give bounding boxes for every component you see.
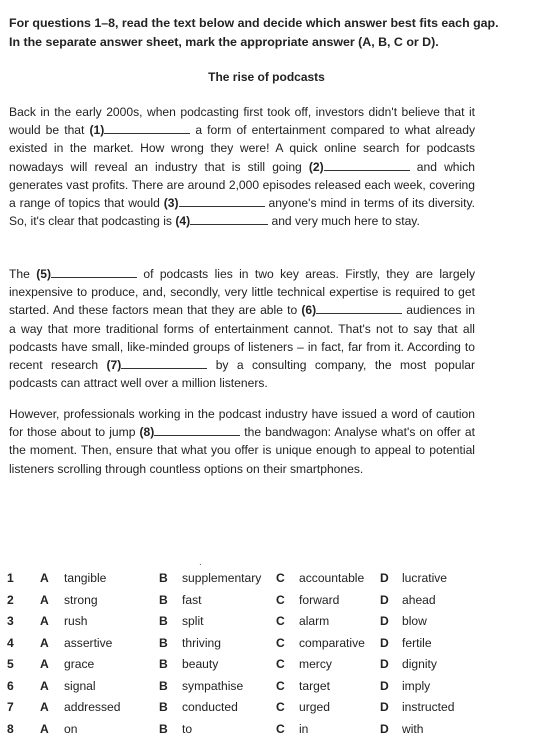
text-segment: The xyxy=(9,267,37,281)
text-segment: audiences in a way that more traditional forms of entertainment cannot. That's not to say that all podcasts have small, like-minded groups of listeners – in fact, far from it. According to recent research xyxy=(9,303,475,373)
letter-d: D xyxy=(380,679,389,693)
text-segment: of podcasts lies in two key areas. Firstly, they are largely inexpensive to produce, and, secondly, very little technical expertise is required to get started. And these factors mean that they are able to xyxy=(9,267,476,318)
letter-d: D xyxy=(380,593,389,607)
option-b: sympathise xyxy=(182,679,244,693)
letter-b: B xyxy=(159,593,168,607)
letter-d: D xyxy=(380,571,389,585)
option-b: split xyxy=(182,614,204,628)
text-segment: anyone's mind in terms of its diversity. So, it's clear that podcasting is xyxy=(9,196,475,229)
option-a: tangible xyxy=(64,571,107,585)
letter-b: B xyxy=(159,636,168,650)
letter-b: B xyxy=(159,571,168,585)
letter-a: A xyxy=(40,679,49,693)
stray-mark: . xyxy=(199,557,202,568)
option-c: alarm xyxy=(299,614,330,628)
gap-number-5: (5) xyxy=(36,267,51,281)
option-row-6 xyxy=(0,677,533,695)
text-segment: by a consulting company, the most popular podcasts can attract well over a million listeners. xyxy=(9,358,476,391)
option-d: lucrative xyxy=(402,571,448,585)
option-a: grace xyxy=(64,657,95,671)
option-b: thriving xyxy=(182,636,221,650)
letter-a: A xyxy=(40,657,49,671)
option-c: in xyxy=(299,722,309,736)
question-number: 4 xyxy=(7,636,14,650)
text-title: The rise of podcasts xyxy=(208,70,325,84)
gap-number-4: (4) xyxy=(175,214,191,229)
option-d: instructed xyxy=(402,700,455,714)
option-row-8 xyxy=(0,720,533,738)
gap-number-2: (2) xyxy=(308,159,324,174)
question-number: 6 xyxy=(7,679,14,693)
gap-number-6: (6) xyxy=(301,303,317,318)
option-a: assertive xyxy=(64,636,113,650)
question-number: 3 xyxy=(7,614,14,628)
option-c: target xyxy=(299,679,330,693)
letter-a: A xyxy=(40,614,49,628)
text-segment: Back in the early 2000s, when podcasting first took off, investors didn't believe that it would be that xyxy=(9,105,475,138)
letter-c: C xyxy=(276,722,285,736)
letter-b: B xyxy=(159,700,168,714)
option-row-7 xyxy=(0,698,533,716)
option-a: on xyxy=(64,722,78,736)
letter-a: A xyxy=(40,636,49,650)
letter-d: D xyxy=(380,657,389,671)
option-row-1 xyxy=(0,569,533,587)
option-d: fertile xyxy=(402,636,432,650)
option-row-5 xyxy=(0,655,533,673)
option-c: forward xyxy=(299,593,340,607)
option-b: fast xyxy=(182,593,202,607)
letter-c: C xyxy=(276,593,285,607)
option-d: imply xyxy=(402,679,431,693)
option-b: to xyxy=(182,722,193,736)
option-d: blow xyxy=(402,614,427,628)
letter-c: C xyxy=(276,679,285,693)
option-a: strong xyxy=(64,593,98,607)
question-number: 2 xyxy=(7,593,14,607)
option-c: accountable xyxy=(299,571,365,585)
gap-number-7: (7) xyxy=(106,358,122,373)
text-segment: and which generates vast profits. There are around 2,000 episodes released each week, covering a range of topics that would xyxy=(9,159,475,211)
option-b: supplementary xyxy=(182,571,262,585)
option-c: comparative xyxy=(299,636,365,650)
gap-number-3: (3) xyxy=(163,196,179,211)
letter-c: C xyxy=(276,700,285,714)
letter-b: B xyxy=(159,657,168,671)
letter-a: A xyxy=(40,593,49,607)
option-row-4 xyxy=(0,634,533,652)
letter-c: C xyxy=(276,657,285,671)
letter-c: C xyxy=(276,636,285,650)
question-number: 1 xyxy=(7,571,14,585)
option-d: with xyxy=(402,722,424,736)
gap-line-2 xyxy=(324,159,410,171)
gap-line-8 xyxy=(154,424,240,436)
paragraph-3 xyxy=(9,405,475,478)
text-segment: However, professionals working in the podcast industry have issued a word of caution for those about to jump xyxy=(9,407,475,440)
letter-b: B xyxy=(159,614,168,628)
gap-line-4 xyxy=(190,213,268,225)
letter-b: B xyxy=(159,679,168,693)
question-number: 7 xyxy=(7,700,14,714)
option-a: rush xyxy=(64,614,88,628)
letter-d: D xyxy=(380,722,389,736)
letter-d: D xyxy=(380,614,389,628)
gap-line-6 xyxy=(316,302,402,314)
gap-number-1: (1) xyxy=(89,123,105,138)
option-b: beauty xyxy=(182,657,219,671)
letter-a: A xyxy=(40,571,49,585)
letter-c: C xyxy=(276,614,285,628)
letter-a: A xyxy=(40,722,49,736)
text-segment: the bandwagon: Analyse what's on offer at the moment. Then, ensure that what you offer is unique enough to appeal to potential listeners scrolling through countless options on their smartphones. xyxy=(9,425,475,476)
option-a: addressed xyxy=(64,700,121,714)
gap-line-7 xyxy=(121,357,207,369)
gap-number-8: (8) xyxy=(139,425,155,440)
letter-c: C xyxy=(276,571,285,585)
option-d: ahead xyxy=(402,593,436,607)
option-row-2 xyxy=(0,591,533,609)
gap-line-1 xyxy=(104,122,190,134)
instructions: For questions 1–8, read the text below and decide which answer best fits each gap. In the separate answer sheet, mark the appropriate answer (A, B, C or D). xyxy=(9,16,499,49)
option-c: urged xyxy=(299,700,330,714)
letter-b: B xyxy=(159,722,168,736)
letter-a: A xyxy=(40,700,49,714)
letter-d: D xyxy=(380,700,389,714)
gap-line-5 xyxy=(51,266,137,278)
question-number: 5 xyxy=(7,657,14,671)
paragraph-1 xyxy=(9,103,475,230)
option-a: signal xyxy=(64,679,96,693)
option-d: dignity xyxy=(402,657,437,671)
option-c: mercy xyxy=(299,657,332,671)
question-number: 8 xyxy=(7,722,14,736)
option-row-3 xyxy=(0,612,533,630)
paragraph-2 xyxy=(9,265,475,392)
option-b: conducted xyxy=(182,700,238,714)
text-segment: a form of entertainment compared to what already existed in the market. How wrong they were! A quick online search for podcasts nowadays will reveal an industry that is still going xyxy=(9,123,475,174)
text-segment: and very much here to stay. xyxy=(268,214,420,229)
gap-line-3 xyxy=(179,195,265,207)
letter-d: D xyxy=(380,636,389,650)
